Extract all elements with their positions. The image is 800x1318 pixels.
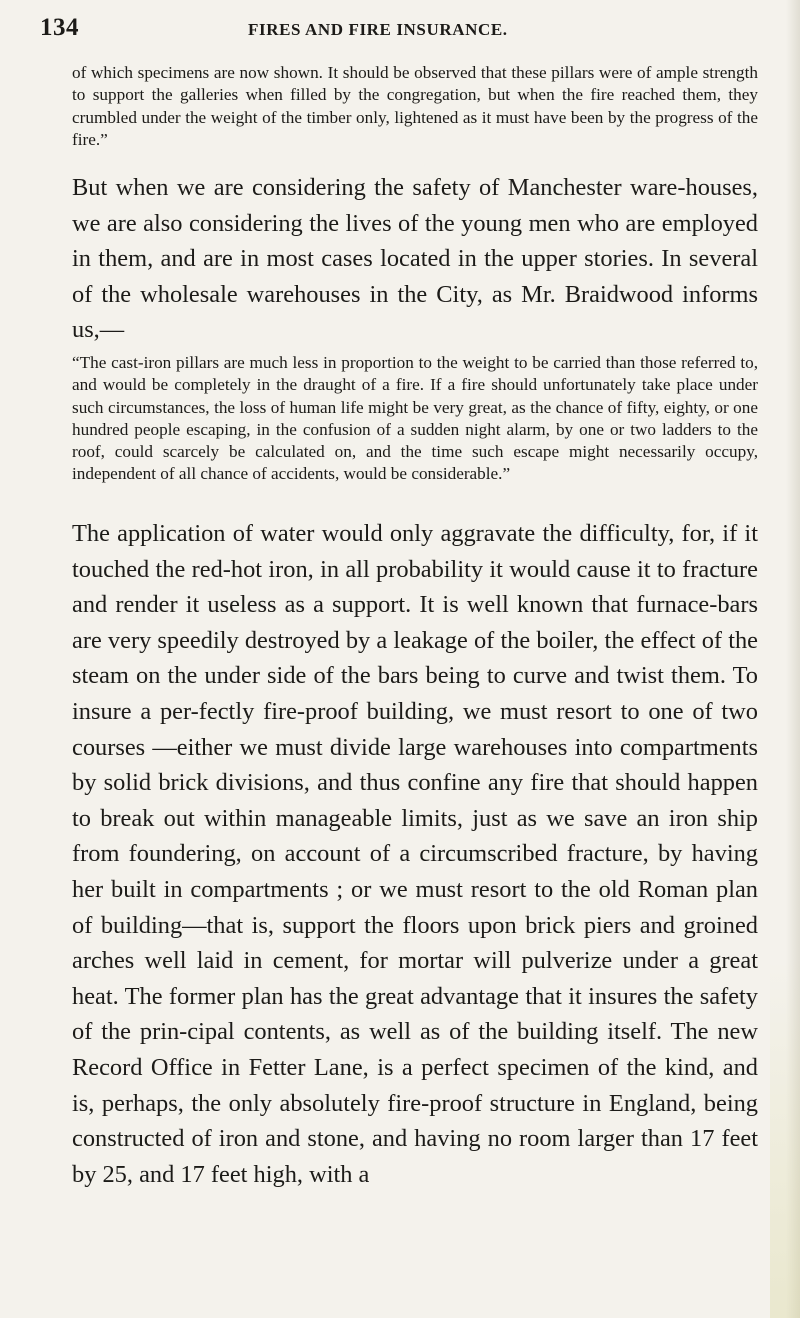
running-header — [40, 14, 760, 44]
running-title: FIRES AND FIRE INSURANCE. — [248, 20, 508, 39]
safety-of-warehouses-paragraph: But when we are considering the safety of Manchester ware-houses, we are also considering the lives of the young men who are employed in them, and are in most cases located in the upper stories. In several of the wholesale warehouses in the City, as Mr. Braidwood informs us,— — [72, 174, 758, 344]
page-number: 134 — [40, 14, 79, 41]
quote-continuation-paragraph: of which specimens are now shown. It should be observed that these pillars were of ample strength to support the galleries when filled by the congregation, but when the fire reached them, they crumbled under the weight of the timber only, lightened as it must have been by the progress of the fire.” — [72, 63, 758, 149]
braidwood-quote-paragraph: “The cast-iron pillars are much less in proportion to the weight to be carried than those referred to, and would be completely in the draught of a fire. If a fire should unfortunately take place under such circumstances, the loss of human life might be very great, as the chance of fifty, eighty, or one hundred people escaping, in the confusion of a sudden night alarm, by one or two ladders to the roof, could scarcely be calculated on, and the time such escape might necessarily occupy, independent of all chance of accidents, would be considerable.” — [72, 353, 758, 484]
application-of-water-paragraph: The application of water would only aggravate the difficulty, for, if it touched the red-hot iron, in all probability it would cause it to fracture and render it useless as a support. It is well known that furnace-bars are very speedily destroyed by a leakage of the boiler, the effect of the steam on the under side of the bars being to curve and twist them. To insure a per-fectly fire-proof building, we must resort to one of two courses —either we must divide large warehouses into compartments by solid brick divisions, and thus confine any fire that should happen to break out within manageable limits, just as we save an iron ship from foundering, on account of a circumscribed fracture, by having her built in compartments ; or we must resort to the old Roman plan of building—that is, support the floors upon brick piers and groined arches well laid in cement, for mortar will pulverize under a great heat. The former plan has the great advantage that it insures the safety of the prin-cipal contents, as well as of the building itself. The new Record Office in Fetter Lane, is a perfect specimen of the kind, and is, perhaps, the only absolutely fire-proof structure in England, being constructed of iron and stone, and having no room larger than 17 feet by 25, and 17 feet high, with a — [72, 520, 758, 1188]
paper-stain — [770, 958, 800, 1318]
